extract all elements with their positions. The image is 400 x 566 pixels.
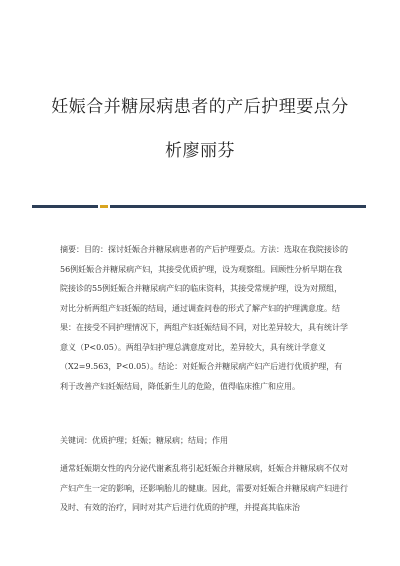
title-divider-left (32, 205, 98, 208)
title-divider-accent (100, 205, 108, 208)
document-title-line-1: 妊娠合并糖尿病患者的产后护理要点分 (51, 97, 349, 117)
body-paragraph: 通常妊娠期女性的内分泌代谢紊乱将引起妊娠合并糖尿病，妊娠合并糖尿病不仅对产妇产生一定的影响，还影响胎儿的健康。因此，需要对妊娠合并糖尿病产妇进行及时、有效的治疗，同时对其产后进行优质的护理，并提高其临床治 (60, 464, 348, 512)
keywords-line (60, 434, 350, 448)
document-title-line-2: 析廖丽芬 (165, 141, 235, 161)
abstract-text: 目的：探讨妊娠合并糖尿病患者的产后护理要点。方法：选取在我院接诊的56例妊娠合并糖尿病产妇，其接受优质护理，设为观察组。回顾性分析早期在我院接诊的55例妊娠合并糖尿病产妇的临床资料，其接受常规护理，设为对照组，对比分析两组产妇妊娠的结局，通过调查问卷的形式了解产妇的护理满意度。结果：在接受不同护理情况下，两组产妇妊娠结局不同，对比差异较大，具有统计学意义（P<0.05）。两组孕妇护理总满意度对比，差异较大，具有统计学意义（X2=9.563，P<0.05）。结论：对妊娠合并糖尿病产妇产后进行优质护理，有利于改善产妇妊娠结局，降低新生儿的危险，值得临床推广和应用。 (60, 245, 348, 391)
abstract-paragraph (60, 240, 350, 396)
abstract-label: 摘要： (60, 245, 84, 254)
title-divider-right (110, 205, 366, 208)
keywords-text: 优质护理；妊娠；糖尿病；结局；作用 (92, 436, 228, 445)
keywords-label: 关键词： (60, 436, 92, 445)
